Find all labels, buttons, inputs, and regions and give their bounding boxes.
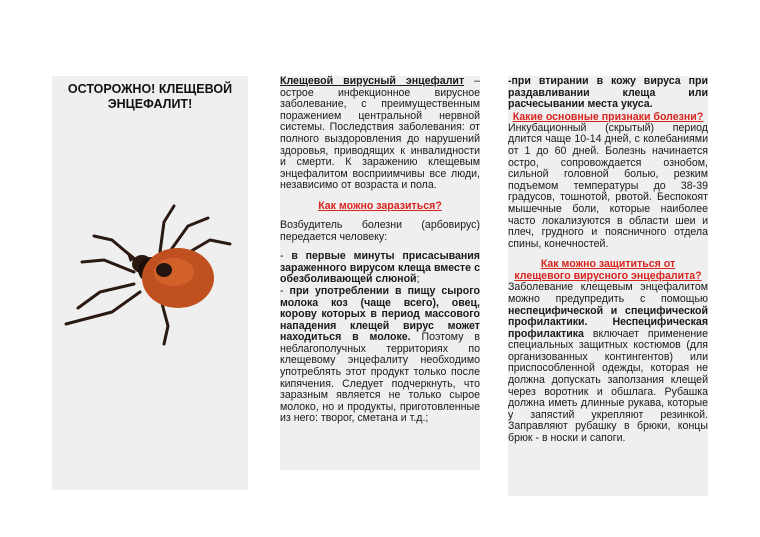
heading-infect: Как можно заразиться?: [318, 199, 442, 212]
infection-item-2: [280, 286, 480, 425]
item1-bold: в первые минуты присасывания зараженного вирусом клеща вместе с обезболивающей слюной: [280, 250, 480, 286]
heading-protect: [508, 258, 708, 282]
protect-paragraph: [508, 282, 708, 444]
infection-item-3: [508, 76, 708, 111]
item2-bold: при употреблении в пищу сырого молока коз (чаще всего), овец, корову которых в период массового нападения клещей вирус может находиться в молоке.: [280, 284, 480, 344]
heading-signs: Какие основные признаки болезни?: [512, 110, 704, 123]
item2-dash: -: [280, 284, 290, 297]
intro-paragraph: [280, 76, 480, 192]
item2-text: Поэтому в неблагополучных территориях по клещевому энцефалиту необходимо употреблять этот продукт только после кипячения. Следует подчеркнуть, что заразным является не только сырое молоко, но и продукты, приготовленные из него: творог, сметана и т.д.;: [280, 331, 480, 425]
tick-image: [60, 200, 240, 350]
carrier-text: Возбудитель болезни (арбовирус) передается человеку:: [280, 218, 480, 243]
protect-b: неспецифической и специфической профилактики.: [508, 304, 708, 329]
heading-protect-line2: клещевого вирусного энцефалита?: [514, 270, 702, 283]
page-title: [52, 82, 248, 112]
protect-a: Заболевание клещевым энцефалитом можно предупредить с помощью: [508, 281, 708, 305]
heading-protect-line1: Как можно защититься от: [540, 258, 676, 271]
signs-text: Инкубационный (скрытый) период длится чаще 10-14 дней, с колебаниями от 1 до 60 дней. Болезнь начинается остро, сопровождается ознобом, сильной головной болью, резким подъемом температуры до 38-39 градусов, тошнотой, рвотой. Беспокоят мышечные боли, которые наиболее часто локализуются в области шеи и плеч, грудного и поясничного отдела спины, конечностей.: [508, 121, 708, 250]
infection-column: [280, 76, 480, 470]
title-line-1: ОСТОРОЖНО! КЛЕЩЕВОЙ: [67, 82, 233, 96]
protect-c: Неспецифическая профилактика: [508, 316, 708, 340]
symptoms-column: [508, 76, 708, 496]
title-line-2: ЭНЦЕФАЛИТ!: [107, 97, 193, 111]
intro-term: Клещевой вирусный энцефалит: [280, 75, 465, 87]
infection-item-1: [280, 251, 480, 286]
protect-d: включает применение специальных защитных костюмов (для организованных контингентов) или приспособленной одежды, которая не должна допускать заползания клещей через воротник и обшлага. Рубашка должна иметь длинные рукава, которые у запястий укрепляют резинкой. Заправляют рубашку в брюки, концы брюк - в носки и сапоги.: [508, 327, 708, 445]
item1-end: ;: [416, 273, 420, 286]
intro-text: – острое инфекционное вирусное заболевание, с преимущественным поражением центральной нервной системы. Последствия заболевания: от полного выздоровления до нарушений здоровья, приводящих к инвалидности и смерти. К заражению клещевым энцефалитом восприимчивы все люди, независимо от возраста и пола.: [280, 75, 480, 192]
item1-dash: -: [280, 250, 292, 263]
item3-bold: -при втирании в кожу вируса при раздавливании клеща или расчесывании места укуса.: [508, 75, 708, 111]
